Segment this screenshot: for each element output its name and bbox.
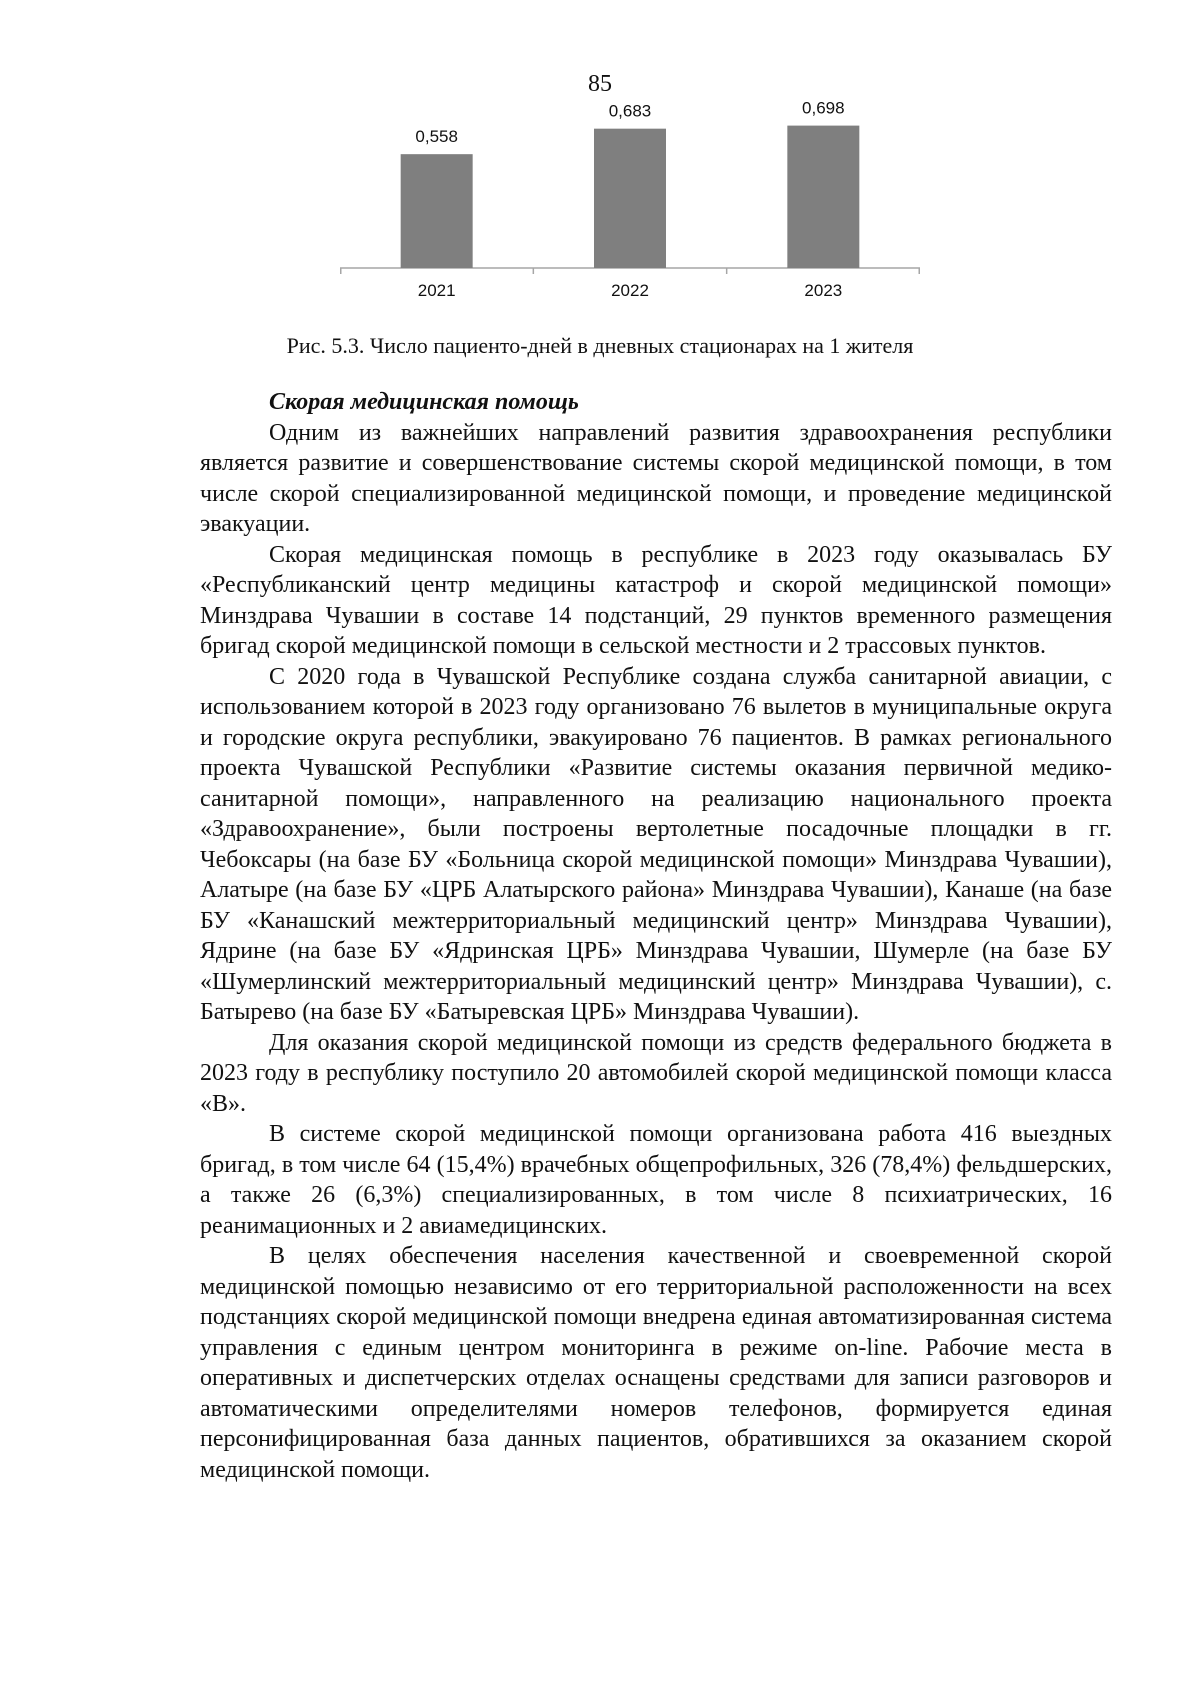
- bar: [594, 129, 666, 268]
- paragraph: С 2020 года в Чувашской Республике создана служба санитарной авиации, с использованием которой в 2023 году организовано 76 вылетов в муниципальные округа и городские округа республики, эвакуировано 76 пациентов. В рамках регионального проекта Чувашской Республики «Развитие системы оказания первичной медико-санитарной помощи», направленного на реализацию национального проекта «Здравоохранение», были построены вертолетные посадочные площадки в гг. Чебоксары (на базе БУ «Больница скорой медицинской помощи» Минздрава Чувашии), Алатыре (на базе БУ «ЦРБ Алатырского района» Минздрава Чувашии), Канаше (на базе БУ «Канашский межтерриториальный медицинский центр» Минздрава Чувашии), Ядрине (на базе БУ «Ядринская ЦРБ» Минздрава Чувашии, Шумерле (на базе БУ «Шумерлинский межтерриториальный медицинский центр» Минздрава Чувашии), с. Батырево (на базе БУ «Батыревская ЦРБ» Минздрава Чувашии).: [200, 663, 1112, 1025]
- body-text: [200, 387, 1112, 1485]
- bar: [787, 126, 859, 268]
- x-tick-label: 2022: [611, 281, 649, 300]
- paragraph: Для оказания скорой медицинской помощи из средств федерального бюджета в 2023 году в республику поступило 20 автомобилей скорой медицинской помощи класса «В».: [200, 1029, 1112, 1117]
- x-tick-label: 2023: [804, 281, 843, 300]
- paragraph: В целях обеспечения населения качественной и своевременной скорой медицинской помощью независимо от его территориальной расположенности на всех подстанциях скорой медицинской помощи внедрена единая автоматизированная система управления с единым центром мониторинга в режиме on-line. Рабочие места в оперативных и диспетчерских отделах оснащены средствами для записи разговоров и автоматическими определителями номеров телефонов, формируется единая персонифицированная база данных пациентов, обратившихся за оказанием скорой медицинской помощи.: [200, 1243, 1112, 1483]
- bar-chart: [340, 98, 920, 325]
- bar: [401, 154, 473, 268]
- data-label: 0,698: [802, 98, 845, 118]
- page-number: 85: [588, 71, 612, 97]
- paragraph: Одним из важнейших направлений развития здравоохранения республики является развитие и совершенствование системы скорой медицинской помощи, в том числе скорой специализированной медицинской помощи, и проведение медицинской эвакуации.: [200, 419, 1112, 537]
- figure-caption: Рис. 5.3. Число пациенто-дней в дневных стационарах на 1 жителя: [286, 333, 914, 358]
- bar-chart-svg: [340, 98, 920, 325]
- x-tick-label: 2021: [417, 281, 456, 300]
- section-heading: Скорая медицинская помощь: [269, 389, 579, 415]
- paragraph: В системе скорой медицинской помощи организована работа 416 выездных бригад, в том числе 64 (15,4%) врачебных общепрофильных, 326 (78,4%) фельдшерских, а также 26 (6,3%) специализированных, в том числе 8 психиатрических, 16 реанимационных и 2 авиамедицинских.: [200, 1121, 1112, 1239]
- data-label: 0,683: [608, 101, 652, 121]
- data-label: 0,558: [415, 127, 458, 147]
- paragraph: Скорая медицинская помощь в республике в 2023 году оказывалась БУ «Республиканский центр медицины катастроф и скорой медицинской помощи» Минздрава Чувашии в составе 14 подстанций, 29 пунктов временного размещения бригад скорой медицинской помощи в сельской местности и 2 трассовых пунктов.: [200, 541, 1112, 659]
